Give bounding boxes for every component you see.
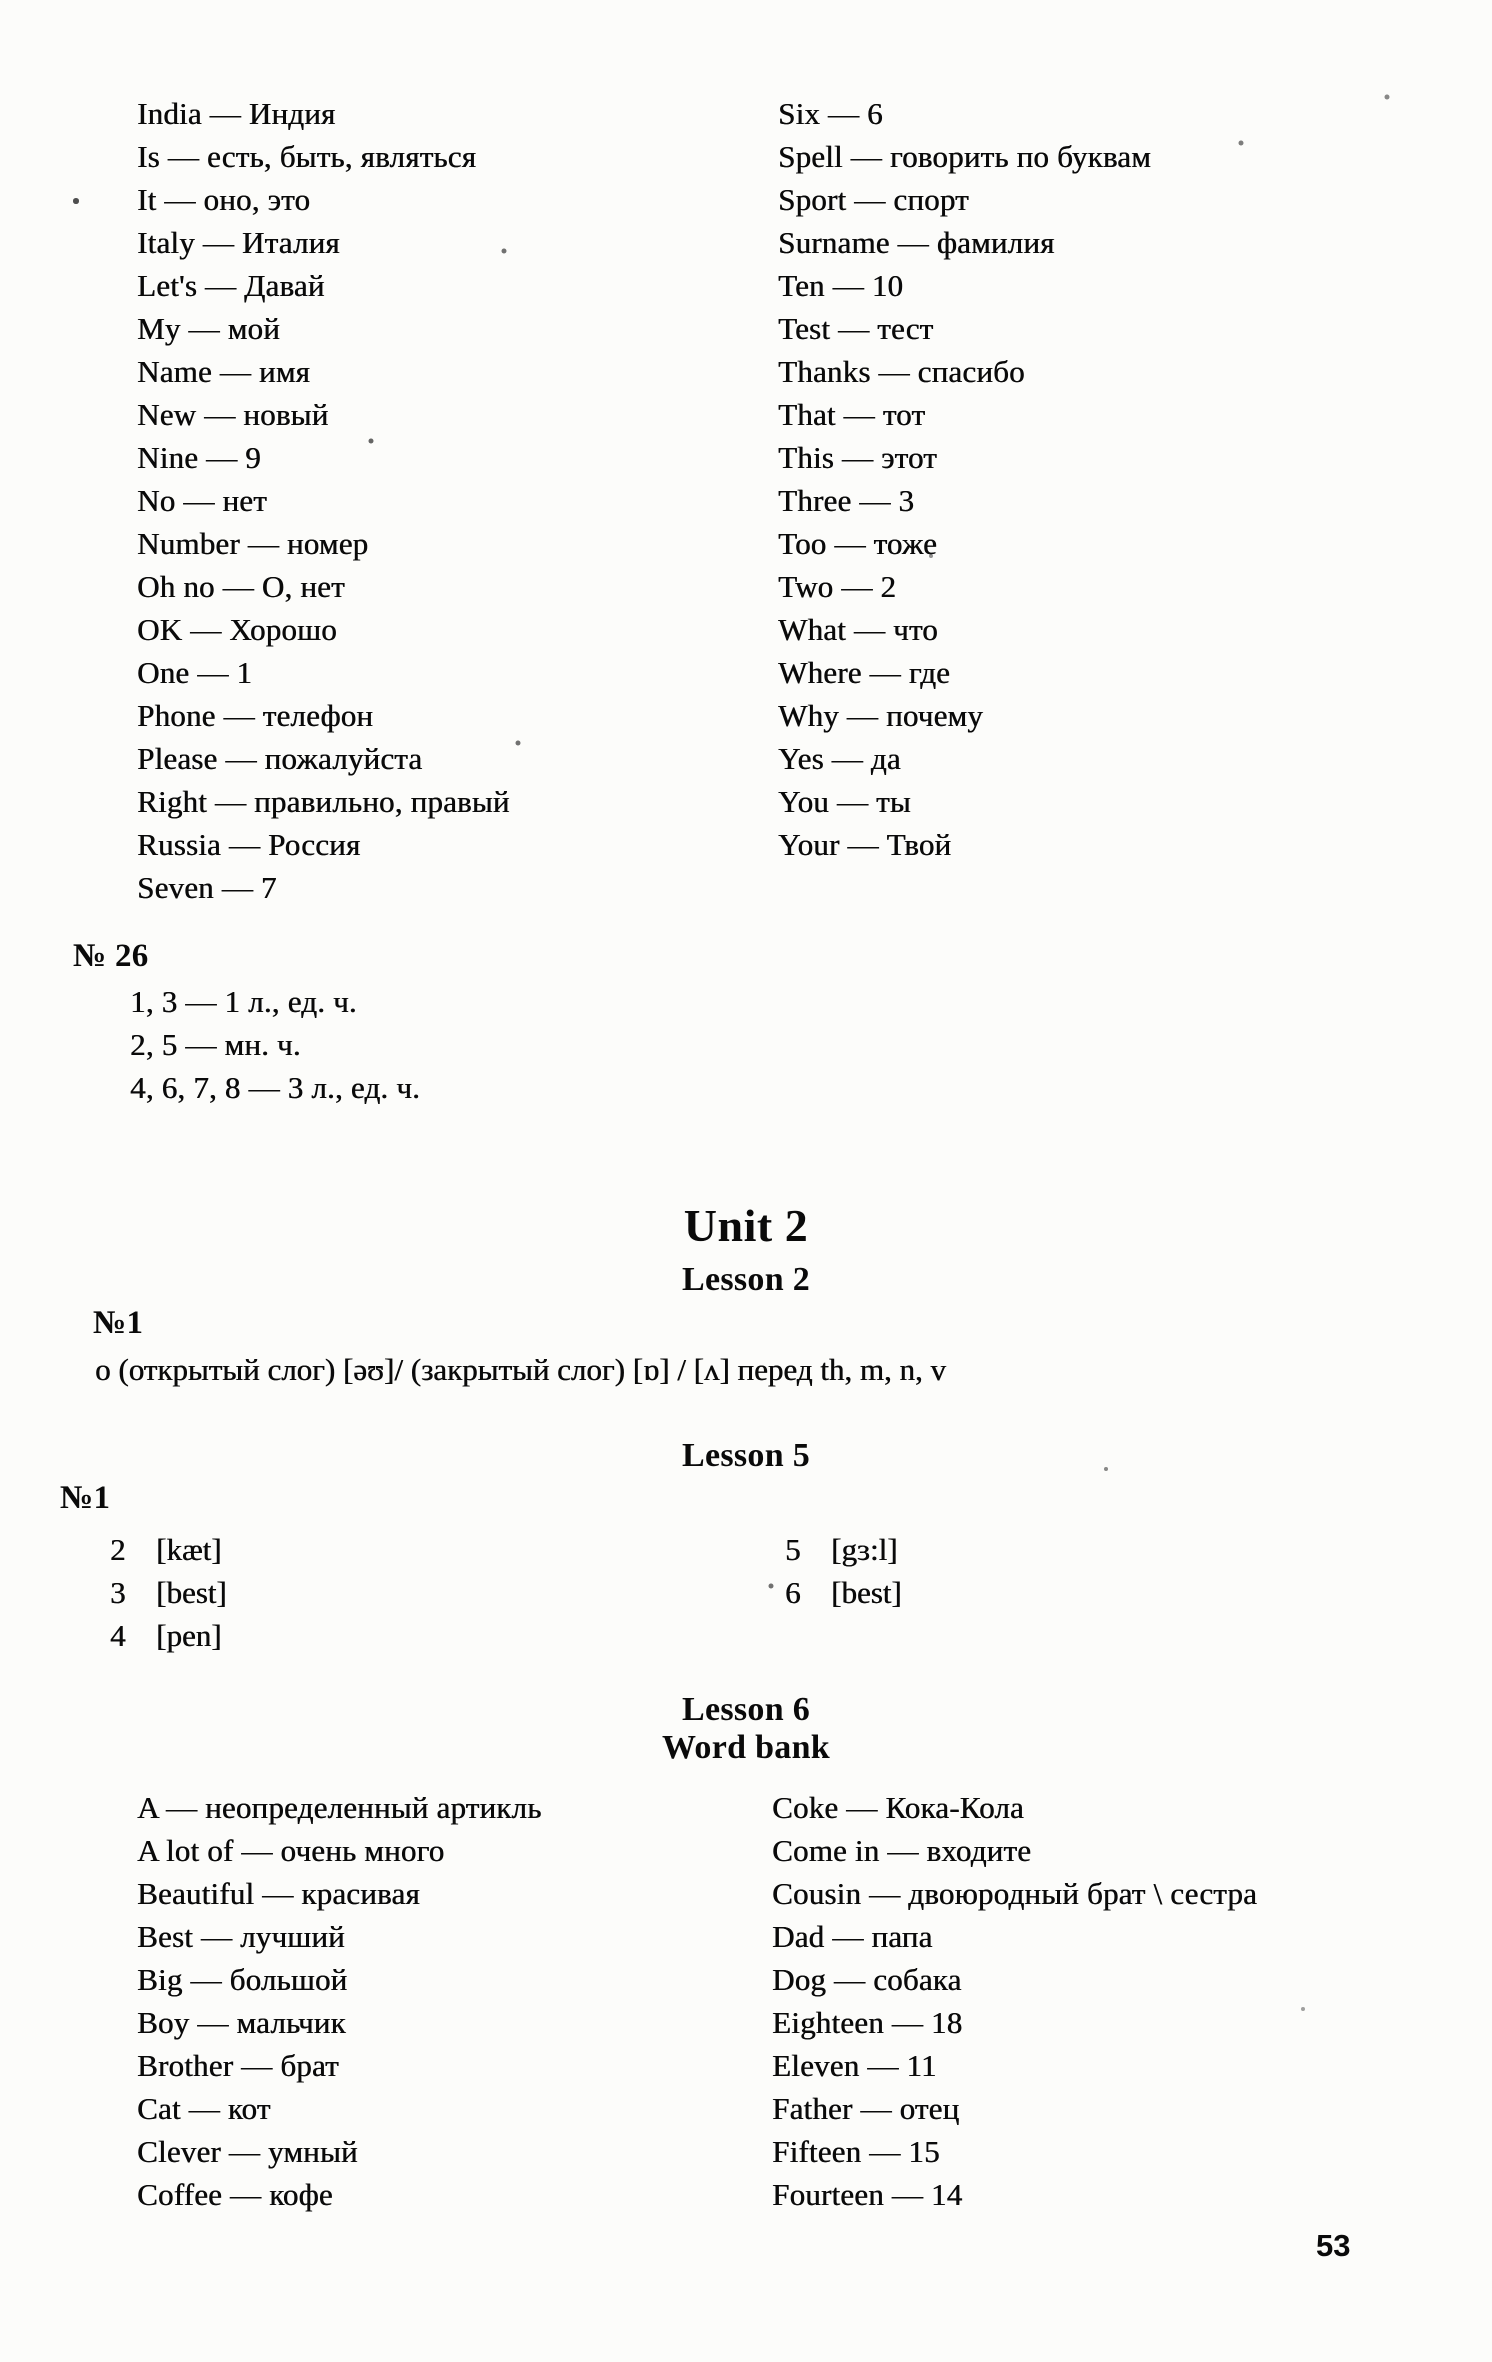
vocab-entry: What — что: [778, 612, 938, 647]
transcription-text: [gɜ:l]: [831, 1532, 898, 1567]
vocab-entry: Fifteen — 15: [772, 2134, 940, 2169]
lesson-2-exercise-1-answer: о (открытый слог) [əʊ]/ (закрытый слог) [ɒ] / [ʌ] перед th, m, n, v: [95, 1352, 946, 1387]
lesson-5-answers-right: [785, 1528, 902, 1614]
vocab-entry: A lot of — очень много: [137, 1833, 445, 1868]
vocab-entry: Come in — входите: [772, 1833, 1032, 1868]
lesson-5-exercise-1-label: №1: [60, 1480, 111, 1516]
answer-line: 4, 6, 7, 8 — 3 л., ед. ч.: [130, 1070, 420, 1105]
vocab-entry: Brother — брат: [137, 2048, 339, 2083]
lesson-2-exercise-1-label: №1: [93, 1305, 144, 1341]
vocab-entry: Let's — Давай: [137, 268, 325, 303]
lesson-5-answers-left: [110, 1528, 227, 1657]
unit-2-heading: Unit 2: [683, 1200, 809, 1251]
vocab-entry: Beautiful — красивая: [137, 1876, 420, 1911]
transcription-entry: [110, 1528, 227, 1571]
vocab-entry: Big — большой: [137, 1962, 348, 1997]
vocab-entry: Best — лучший: [137, 1919, 345, 1954]
vocab-entry: Fourteen — 14: [772, 2177, 963, 2212]
vocab-entry: Coke — Кока-Кола: [772, 1790, 1024, 1825]
vocab-entry: Two — 2: [778, 569, 897, 604]
vocab-entry: You — ты: [778, 784, 911, 819]
answer-line: 2, 5 — мн. ч.: [130, 1027, 301, 1062]
vocab-entry: Dad — папа: [772, 1919, 933, 1954]
vocab-entry: Six — 6: [778, 96, 883, 131]
vocab-entry: Nine — 9: [137, 440, 261, 475]
word-bank-heading: Word bank: [661, 1729, 831, 1766]
vocab-entry: OK — Хорошо: [137, 612, 337, 647]
word-bank-left-column: [137, 1786, 541, 2216]
vocab-entry: Oh no — О, нет: [137, 569, 345, 604]
vocab-entry: Russia — Россия: [137, 827, 361, 862]
answer-number: 2: [110, 1532, 126, 1567]
vocab-entry: Right — правильно, правый: [137, 784, 510, 819]
exercise-26-title: № 26: [73, 938, 149, 974]
vocab-entry: Why — почему: [778, 698, 983, 733]
vocab-entry: This — этот: [778, 440, 937, 475]
transcription-entry: [110, 1614, 227, 1657]
vocab-entry: Spell — говорить по буквам: [778, 139, 1151, 174]
vocab-entry: Eleven — 11: [772, 2048, 937, 2083]
answer-number: 5: [785, 1532, 801, 1567]
lesson-6-heading: Lesson 6: [681, 1691, 811, 1728]
vocab-entry: Dog — собака: [772, 1962, 962, 1997]
top-vocab-right-column: [778, 92, 1151, 866]
transcription-text: [pen]: [156, 1618, 222, 1653]
vocab-entry: Cousin — двоюродный брат \ сестра: [772, 1876, 1257, 1911]
vocab-entry: Clever — умный: [137, 2134, 358, 2169]
transcription-text: [best]: [156, 1575, 227, 1610]
answer-number: 4: [110, 1618, 126, 1653]
vocab-entry: Name — имя: [137, 354, 310, 389]
vocab-entry: Seven — 7: [137, 870, 277, 905]
vocab-entry: Surname — фамилия: [778, 225, 1055, 260]
word-bank-right-column: [772, 1786, 1257, 2216]
vocab-entry: Coffee — кофе: [137, 2177, 333, 2212]
transcription-text: [kæt]: [156, 1532, 222, 1567]
vocab-entry: Phone — телефон: [137, 698, 374, 733]
answer-line: 1, 3 — 1 л., ед. ч.: [130, 984, 357, 1019]
exercise-26-answers: [130, 980, 420, 1109]
vocab-entry: That — тот: [778, 397, 926, 432]
vocab-entry: Italy — Италия: [137, 225, 340, 260]
vocab-entry: Test — тест: [778, 311, 934, 346]
vocab-entry: My — мой: [137, 311, 280, 346]
transcription-entry: [110, 1571, 227, 1614]
transcription-entry: [785, 1528, 902, 1571]
vocab-entry: Eighteen — 18: [772, 2005, 963, 2040]
vocab-entry: Please — пожалуйста: [137, 741, 423, 776]
vocab-entry: Where — где: [778, 655, 951, 690]
vocab-entry: New — новый: [137, 397, 329, 432]
vocab-entry: It — оно, это: [137, 182, 311, 217]
vocab-entry: Number — номер: [137, 526, 369, 561]
vocab-entry: No — нет: [137, 483, 267, 518]
vocab-entry: One — 1: [137, 655, 253, 690]
vocab-entry: Father — отец: [772, 2091, 960, 2126]
vocab-entry: Three — 3: [778, 483, 915, 518]
answer-number: 6: [785, 1575, 801, 1610]
vocab-entry: India — Индия: [137, 96, 336, 131]
page-number: 53: [1316, 2228, 1351, 2263]
vocab-entry: Thanks — спасибо: [778, 354, 1025, 389]
transcription-text: [best]: [831, 1575, 902, 1610]
vocab-entry: Sport — спорт: [778, 182, 969, 217]
answer-number: 3: [110, 1575, 126, 1610]
top-vocab-left-column: [137, 92, 510, 909]
vocab-entry: Ten — 10: [778, 268, 904, 303]
lesson-2-heading: Lesson 2: [681, 1261, 811, 1298]
vocab-entry: Too — тоже: [778, 526, 937, 561]
vocab-entry: Boy — мальчик: [137, 2005, 346, 2040]
lesson-5-heading: Lesson 5: [681, 1437, 811, 1474]
vocab-entry: Yes — да: [778, 741, 901, 776]
vocab-entry: A — неопределенный артикль: [137, 1790, 542, 1825]
scan-noise-dots: [0, 0, 2, 2]
vocab-entry: Is — есть, быть, являться: [137, 139, 477, 174]
transcription-entry: [785, 1571, 902, 1614]
vocab-entry: Your — Твой: [778, 827, 952, 862]
vocab-entry: Cat — кот: [137, 2091, 271, 2126]
